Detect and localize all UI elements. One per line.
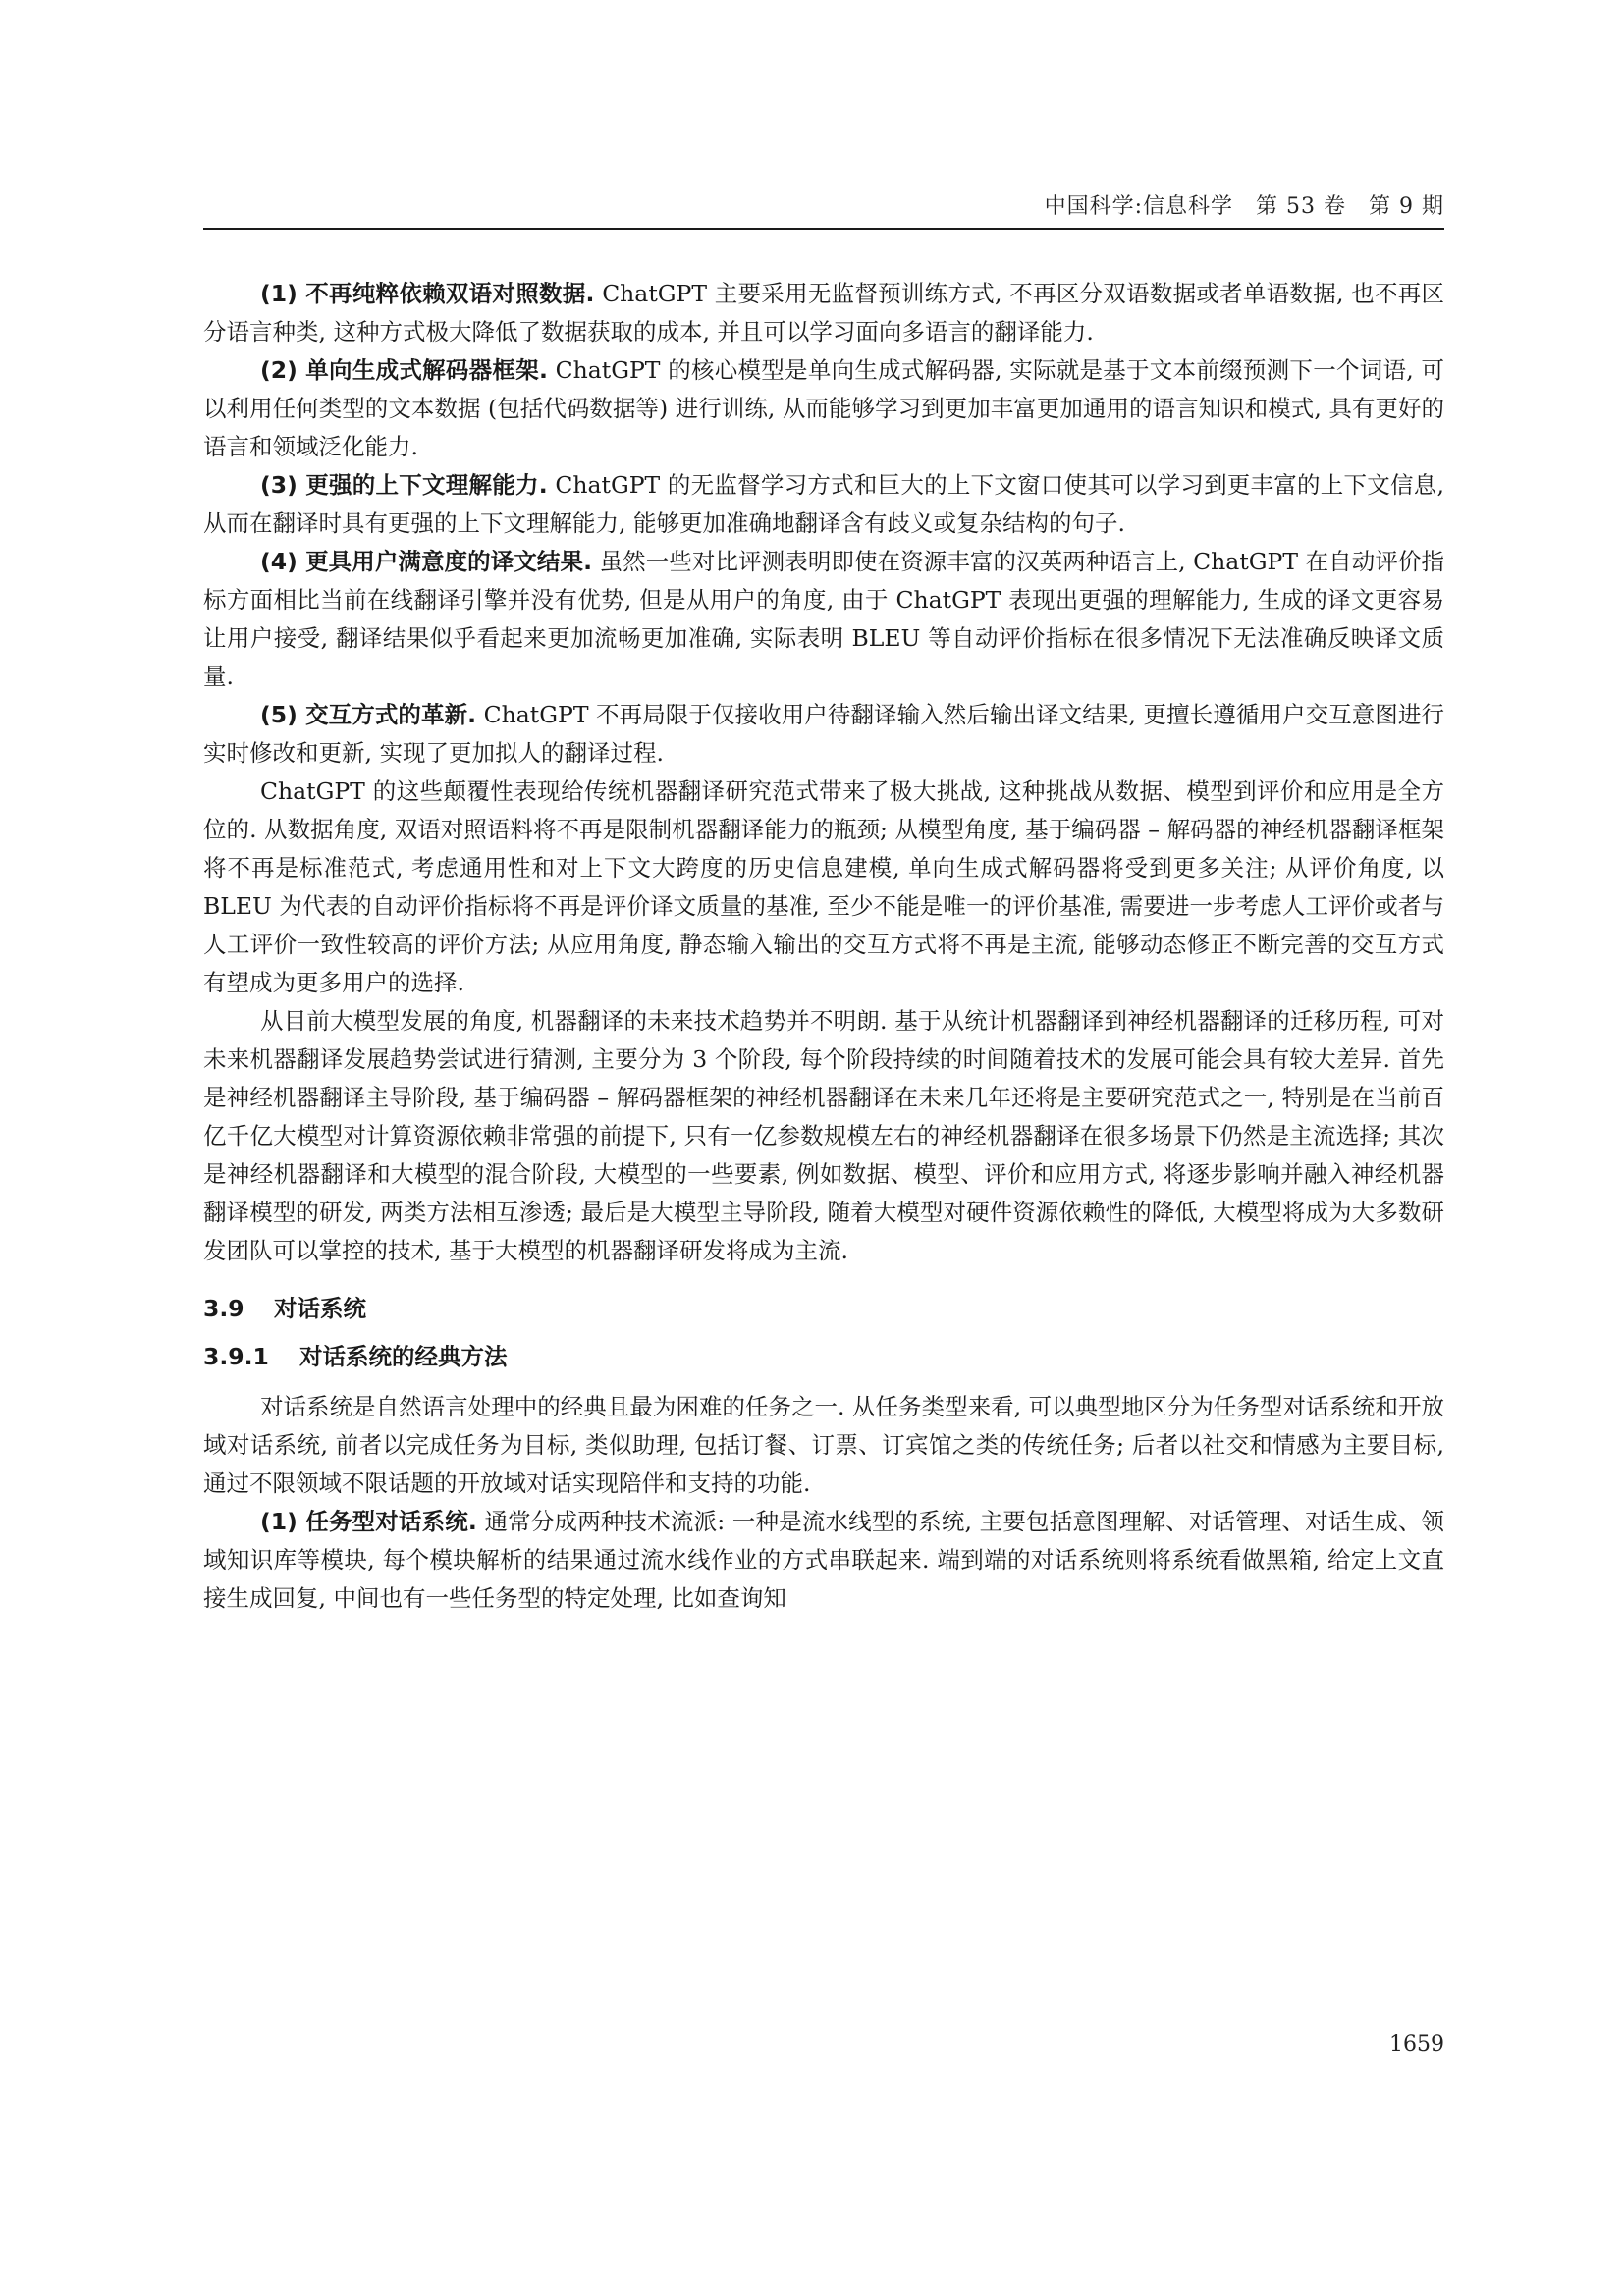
- paragraph: [203, 696, 1444, 773]
- paragraph: [203, 351, 1444, 466]
- paragraph-lead: (4) 更具用户满意度的译文结果.: [260, 548, 593, 575]
- paragraph: [203, 1388, 1444, 1503]
- paragraph: [203, 1002, 1444, 1270]
- paragraph-text: 虽然一些对比评测表明即使在资源丰富的汉英两种语言上, ChatGPT 在自动评价指标方面相比当前在线翻译引擎并没有优势, 但是从用户的角度, 由于 ChatGPT 表现出更强的理解能力, 生成的译文更容易让用户接受, 翻译结果似乎看起来更加流畅更加准确, 实际表明 BLEU 等自动评价指标在很多情况下无法准确反映译文质量.: [203, 548, 1444, 690]
- subsection-title: 对话系统的经典方法: [299, 1343, 508, 1370]
- paragraph-lead: (5) 交互方式的革新.: [260, 701, 477, 728]
- paragraph-lead: (1) 任务型对话系统.: [260, 1508, 477, 1535]
- paragraph-lead: (2) 单向生成式解码器框架.: [260, 356, 548, 384]
- paragraph-lead: (3) 更强的上下文理解能力.: [260, 471, 548, 499]
- paragraph: [203, 543, 1444, 696]
- paragraph-text: ChatGPT 主要采用无监督预训练方式, 不再区分双语数据或者单语数据, 也不再区分语言种类, 这种方式极大降低了数据获取的成本, 并且可以学习面向多语言的翻译能力.: [203, 280, 1444, 346]
- running-head: 中国科学:信息科学 第 53 卷 第 9 期: [1044, 194, 1444, 219]
- paragraph: [203, 773, 1444, 1002]
- section-number: 3.9: [203, 1295, 244, 1322]
- header-rule: [203, 228, 1444, 230]
- section-heading: [203, 1290, 1444, 1328]
- paragraph-text: 从目前大模型发展的角度, 机器翻译的未来技术趋势并不明朗. 基于从统计机器翻译到神经机器翻译的迁移历程, 可对未来机器翻译发展趋势尝试进行猜测, 主要分为 3 个阶段, 每个阶段持续的时间随着技术的发展可能会具有较大差异. 首先是神经机器翻译主导阶段, 基于编码器 – 解码器框架的神经机器翻译在未来几年还将是主要研究范式之一, 特别是在当前百亿千亿大模型对计算资源依赖非常强的前提下, 只有一亿参数规模左右的神经机器翻译在很多场景下仍然是主流选择; 其次是神经机器翻译和大模型的混合阶段, 大模型的一些要素, 例如数据、模型、评价和应用方式, 将逐步影响并融入神经机器翻译模型的研发, 两类方法相互渗透; 最后是大模型主导阶段, 随着大模型对硬件资源依赖性的降低, 大模型将成为大多数研发团队可以掌控的技术, 基于大模型的机器翻译研发将成为主流.: [203, 1007, 1444, 1264]
- paragraph: [203, 466, 1444, 543]
- paragraph-lead: (1) 不再纯粹依赖双语对照数据.: [260, 280, 595, 307]
- paragraph-text: ChatGPT 的核心模型是单向生成式解码器, 实际就是基于文本前缀预测下一个词语, 可以利用任何类型的文本数据 (包括代码数据等) 进行训练, 从而能够学习到更加丰富更加通用的语言知识和模式, 具有更好的语言和领域泛化能力.: [203, 356, 1444, 460]
- paragraph-text: ChatGPT 的这些颠覆性表现给传统机器翻译研究范式带来了极大挑战, 这种挑战从数据、模型到评价和应用是全方位的. 从数据角度, 双语对照语料将不再是限制机器翻译能力的瓶颈; 从模型角度, 基于编码器 – 解码器的神经机器翻译框架将不再是标准范式, 考虑通用性和对上下文大跨度的历史信息建模, 单向生成式解码器将受到更多关注; 从评价角度, 以 BLEU 为代表的自动评价指标将不再是评价译文质量的基准, 至少不能是唯一的评价基准, 需要进一步考虑人工评价或者与人工评价一致性较高的评价方法; 从应用角度, 静态输入输出的交互方式将不再是主流, 能够动态修正不断完善的交互方式有望成为更多用户的选择.: [203, 777, 1444, 996]
- paragraph: [203, 1503, 1444, 1618]
- paragraph-text: ChatGPT 不再局限于仅接收用户待翻译输入然后输出译文结果, 更擅长遵循用户交互意图进行实时修改和更新, 实现了更加拟人的翻译过程.: [203, 701, 1444, 767]
- paragraph-text: 通常分成两种技术流派: 一种是流水线型的系统, 主要包括意图理解、对话管理、对话生成、领域知识库等模块, 每个模块解析的结果通过流水线作业的方式串联起来. 端到端的对话系统则将系统看做黑箱, 给定上文直接生成回复, 中间也有一些任务型的特定处理, 比如查询知: [203, 1508, 1444, 1612]
- paragraph: [203, 275, 1444, 351]
- subsection-number: 3.9.1: [203, 1343, 269, 1370]
- body-text: [203, 275, 1444, 1618]
- page-number: 1659: [1389, 2032, 1444, 2056]
- paragraph-text: ChatGPT 的无监督学习方式和巨大的上下文窗口使其可以学习到更丰富的上下文信息, 从而在翻译时具有更强的上下文理解能力, 能够更加准确地翻译含有歧义或复杂结构的句子.: [203, 471, 1444, 537]
- section-title: 对话系统: [274, 1295, 366, 1322]
- paragraph-text: 对话系统是自然语言处理中的经典且最为困难的任务之一. 从任务类型来看, 可以典型地区分为任务型对话系统和开放域对话系统, 前者以完成任务为目标, 类似助理, 包括订餐、订票、订宾馆之类的传统任务; 后者以社交和情感为主要目标, 通过不限领域不限话题的开放域对话实现陪伴和支持的功能.: [203, 1393, 1444, 1497]
- subsection-heading: [203, 1338, 1444, 1376]
